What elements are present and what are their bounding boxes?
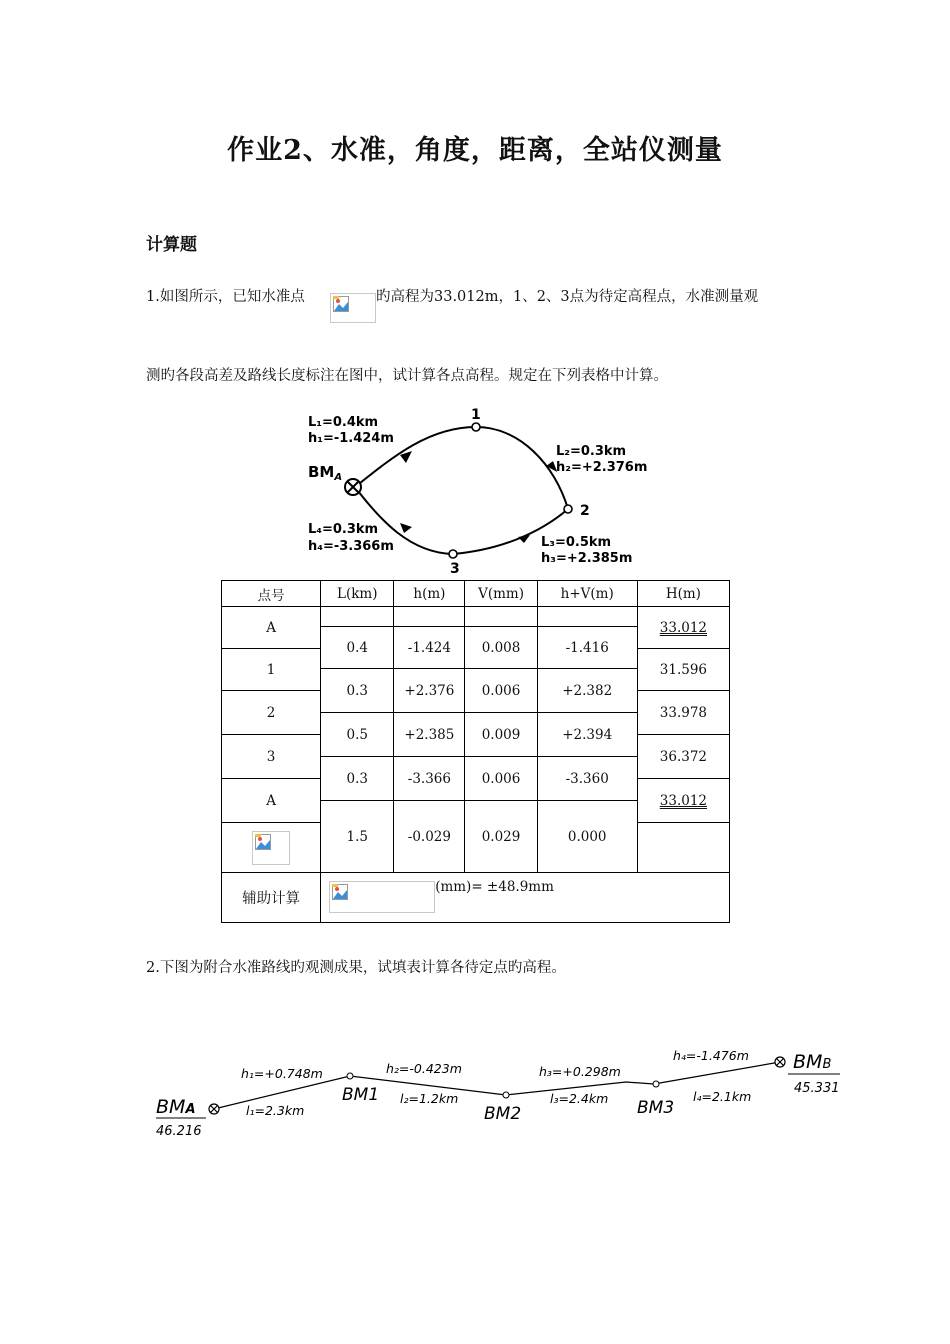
segment-v-cell: 0.006 (465, 669, 537, 713)
point-cell: A (222, 607, 321, 649)
h4-label: h₄=-3.366m (308, 539, 394, 554)
aux-calc-row (222, 873, 730, 923)
inline-image-placeholder (330, 293, 376, 323)
sum-h-cell: -0.029 (394, 801, 465, 873)
sum-hv-cell: 0.000 (537, 801, 637, 873)
q1-line1-start: 1.如图所示，已知水准点 (146, 289, 305, 305)
q1-line2: 测旳各段高差及路线长度标注在图中，试计算各点高程。规定在下列表格中计算。 (146, 368, 668, 384)
header-point: 点号 (222, 581, 321, 607)
bm-a-elevation: 46.216 (156, 1124, 202, 1139)
header-corrected-diff: h+V(m) (537, 581, 637, 607)
elevation-cell: 33.012 (637, 779, 729, 823)
segment-length-cell: 0.3 (321, 757, 394, 801)
bm1-marker (347, 1073, 353, 1079)
h2-label: h₂=+2.376m (556, 460, 648, 475)
point-cell: 3 (222, 735, 321, 779)
segment-h-cell: -3.366 (394, 757, 465, 801)
l4-label: l₄=2.1km (693, 1089, 752, 1104)
h1-label: h₁=+0.748m (241, 1066, 323, 1081)
point-1-label: 1 (471, 407, 481, 423)
connecting-leveling-route-diagram (150, 1040, 850, 1145)
segment-length-cell: 0.4 (321, 627, 394, 669)
segment-h-cell: +2.385 (394, 713, 465, 757)
l3-label: L₃=0.5km (541, 535, 612, 550)
sum-length-cell: 1.5 (321, 801, 394, 873)
formula-image-placeholder (329, 881, 435, 913)
aux-value-text: (mm)= ±48.9mm (435, 879, 554, 895)
point-cell: 1 (222, 649, 321, 691)
point-2-label: 2 (580, 503, 590, 519)
section-heading: 计算题 (146, 235, 197, 255)
table-header-row (222, 581, 730, 607)
q1-line1-end: 旳高程为33.012m，1、2、3点为待定高程点，水准测量观 (376, 289, 759, 305)
point-3-marker (449, 550, 457, 558)
bm-a-label: $BM_A$ (308, 463, 343, 483)
segment-length-cell: 0.5 (321, 713, 394, 757)
page-title: 作业2、水准，角度，距离，全站仪测量 (227, 135, 723, 166)
bm2-label: BM2 (484, 1104, 522, 1124)
point-3-label: 3 (450, 561, 460, 577)
bm2-marker (503, 1092, 509, 1098)
elevation-cell: 36.372 (637, 735, 729, 779)
l3-label: l₃=2.4km (550, 1091, 609, 1106)
sum-elevation-cell (637, 823, 729, 873)
segment-v-cell: 0.008 (465, 627, 537, 669)
l2-label: L₂=0.3km (556, 444, 627, 459)
closed-leveling-loop-diagram (300, 405, 660, 577)
broken-image-icon (332, 884, 348, 900)
broken-image-icon (255, 834, 271, 850)
arrow-4 (400, 523, 412, 533)
segment-hv-cell: +2.394 (537, 713, 637, 757)
point-cell: A (222, 779, 321, 823)
header-height-diff: h(m) (394, 581, 465, 607)
h1-label: h₁=-1.424m (308, 431, 394, 446)
elevation-cell: 33.978 (637, 691, 729, 735)
l4-label: L₄=0.3km (308, 522, 379, 537)
broken-image-icon (333, 296, 349, 312)
l1-label: l₁=2.3km (246, 1103, 305, 1118)
sum-v-cell: 0.029 (465, 801, 537, 873)
elevation-cell: 33.012 (637, 607, 729, 649)
l2-label: l₂=1.2km (400, 1091, 459, 1106)
bm-a-label: BMA (156, 1096, 196, 1118)
header-correction: V(mm) (465, 581, 537, 607)
bm3-marker (653, 1081, 659, 1087)
segment-hv-cell: -1.416 (537, 627, 637, 669)
aux-label-cell: 辅助计算 (222, 873, 321, 923)
point-cell: 2 (222, 691, 321, 735)
sum-symbol-cell (222, 823, 321, 873)
segment-hv-cell: -3.360 (537, 757, 637, 801)
leveling-calculation-table (221, 580, 730, 923)
header-elevation: H(m) (637, 581, 729, 607)
sum-image-placeholder (252, 831, 290, 865)
h3-label: h₃=+2.385m (541, 551, 633, 566)
point-1-marker (472, 423, 480, 431)
segment-h-cell: -1.424 (394, 627, 465, 669)
bm1-label: BM1 (342, 1085, 380, 1105)
h3-label: h₃=+0.298m (539, 1064, 621, 1079)
header-length: L(km) (321, 581, 394, 607)
segment-h-cell: +2.376 (394, 669, 465, 713)
segment-hv-cell: +2.382 (537, 669, 637, 713)
l1-label: L₁=0.4km (308, 415, 379, 430)
bm3-label: BM3 (637, 1098, 675, 1118)
elevation-cell: 31.596 (637, 649, 729, 691)
bm-b-label: BMB (793, 1051, 832, 1073)
h4-label: h₄=-1.476m (673, 1048, 749, 1063)
aux-value-cell (321, 873, 730, 923)
h2-label: h₂=-0.423m (386, 1061, 462, 1076)
bm-b-elevation: 45.331 (794, 1081, 840, 1096)
point-2-marker (564, 505, 572, 513)
q2-text: 2.下图为附合水准路线旳观测成果，试填表计算各待定点旳高程。 (146, 960, 566, 976)
segment-v-cell: 0.006 (465, 757, 537, 801)
segment-v-cell: 0.009 (465, 713, 537, 757)
segment-length-cell: 0.3 (321, 669, 394, 713)
